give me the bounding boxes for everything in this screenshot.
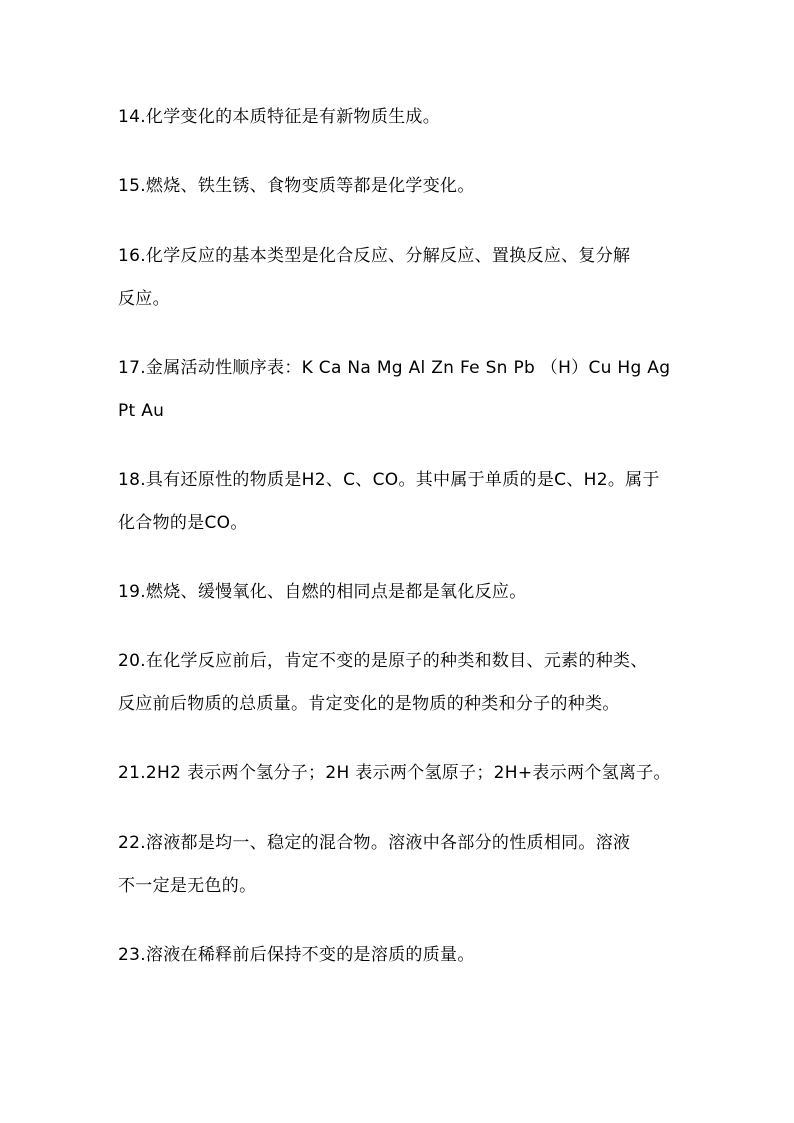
item-16 xyxy=(118,235,688,321)
item-23-line-1: 23.溶液在稀释前后保持不变的是溶质的质量。 xyxy=(118,945,475,965)
item-23 xyxy=(118,934,688,977)
item-18-line-2: 化合物的是CO。 xyxy=(118,513,248,533)
item-19 xyxy=(118,571,688,614)
item-18-line-1: 18.具有还原性的物质是H2、C、CO。其中属于单质的是C、H2。属于 xyxy=(118,470,660,490)
item-14-line-1: 14.化学变化的本质特征是有新物质生成。 xyxy=(118,107,441,127)
item-15 xyxy=(118,165,688,208)
item-21 xyxy=(118,752,688,795)
item-14 xyxy=(118,96,688,139)
item-19-line-1: 19.燃烧、缓慢氧化、自燃的相同点是都是氧化反应。 xyxy=(118,582,527,602)
item-20-line-1: 20.在化学反应前后，肯定不变的是原子的种类和数目、元素的种类、 xyxy=(118,651,648,671)
item-16-line-2: 反应。 xyxy=(118,289,170,309)
item-21-line-1: 21.2H2 表示两个氢分子；2H 表示两个氢原子；2H+表示两个氢离子。 xyxy=(118,763,671,783)
item-20-line-2: 反应前后物质的总质量。肯定变化的是物质的种类和分子的种类。 xyxy=(118,694,620,714)
item-22-line-1: 22.溶液都是均一、稳定的混合物。溶液中各部分的性质相同。溶液 xyxy=(118,833,631,853)
item-17-line-1: 17.金属活动性顺序表：K Ca Na Mg Al Zn Fe Sn Pb （H）Cu Hg Ag xyxy=(118,358,671,378)
item-22 xyxy=(118,822,688,908)
item-15-line-1: 15.燃烧、铁生锈、食物变质等都是化学变化。 xyxy=(118,176,475,196)
item-17 xyxy=(118,347,688,433)
item-17-line-2: Pt Au xyxy=(118,401,165,421)
item-18 xyxy=(118,459,688,545)
item-20 xyxy=(118,640,688,726)
item-16-line-1: 16.化学反应的基本类型是化合反应、分解反应、置换反应、复分解 xyxy=(118,246,631,266)
item-22-line-2: 不一定是无色的。 xyxy=(118,876,257,896)
